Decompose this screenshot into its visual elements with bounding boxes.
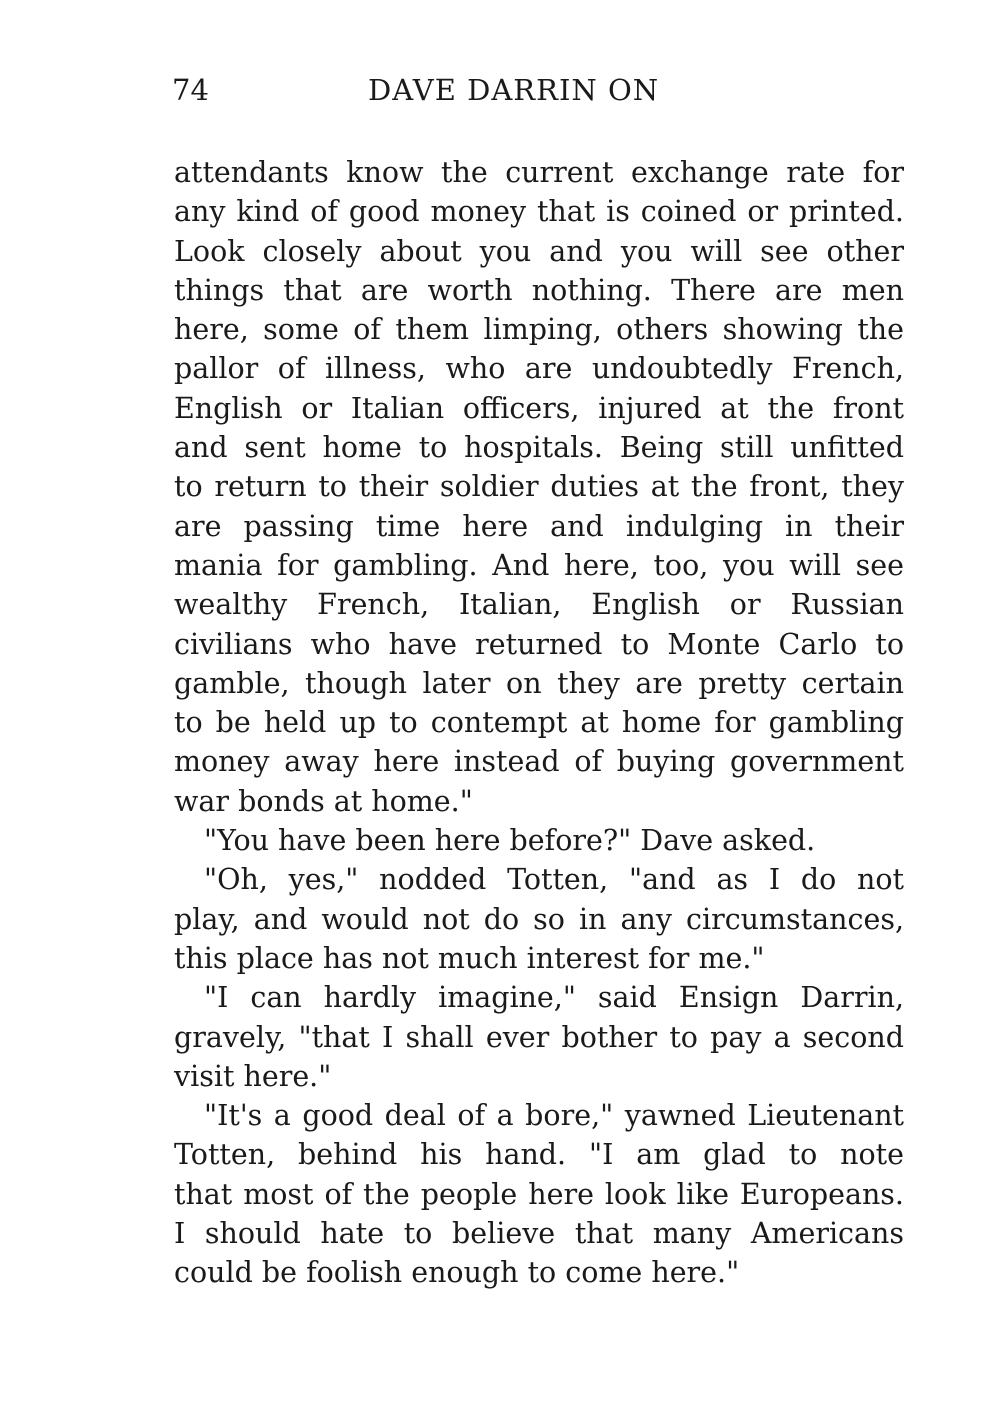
text-line: "It's a good deal of a bore," yawned Lieutenant <box>204 1099 904 1133</box>
text-line: mania for gambling. And here, too, you will see <box>174 548 904 582</box>
text-line: civilians who have returned to Monte Carlo to <box>174 627 904 661</box>
text-line: money away here instead of buying government <box>174 745 904 779</box>
text-line: things that are worth nothing. There are men <box>174 273 904 307</box>
page-number: 74 <box>172 73 209 107</box>
text-line: gamble, though later on they are pretty certain <box>174 666 904 700</box>
text-line: visit here." <box>174 1059 332 1093</box>
text-line: "I can hardly imagine," said Ensign Darrin, <box>204 981 904 1015</box>
text-line: pallor of illness, who are undoubtedly French, <box>174 352 904 386</box>
text-line: Look closely about you and you will see other <box>174 234 904 268</box>
body-text <box>174 153 904 1293</box>
text-line: here, some of them limping, others showing the <box>174 313 904 347</box>
text-line: gravely, "that I shall ever bother to pay a second <box>174 1020 904 1054</box>
text-line: war bonds at home." <box>174 784 473 818</box>
running-title: DAVE DARRIN ON <box>368 73 660 107</box>
text-line: this place has not much interest for me." <box>174 941 765 975</box>
text-line: English or Italian officers, injured at the front <box>174 391 904 425</box>
text-line: to return to their soldier duties at the front, they <box>174 470 904 504</box>
text-line: play, and would not do so in any circumstances, <box>174 902 904 936</box>
text-line: are passing time here and indulging in their <box>174 509 904 543</box>
text-line: attendants know the current exchange rate for <box>174 156 904 189</box>
text-line: that most of the people here look like Europeans. <box>174 1177 904 1211</box>
text-line: to be held up to contempt at home for gambling <box>174 706 904 740</box>
text-line: "You have been here before?" Dave asked. <box>204 824 816 858</box>
text-line: any kind of good money that is coined or printed. <box>174 195 904 229</box>
text-line: Totten, behind his hand. "I am glad to note <box>174 1138 904 1172</box>
text-line: "Oh, yes," nodded Totten, "and as I do not <box>204 863 904 897</box>
text-line: could be foolish enough to come here." <box>174 1256 740 1290</box>
text-line: I should hate to believe that many Americans <box>174 1217 904 1251</box>
running-head <box>172 70 712 110</box>
text-line: and sent home to hospitals. Being still unfitted <box>174 431 904 465</box>
text-line: wealthy French, Italian, English or Russian <box>174 588 904 622</box>
